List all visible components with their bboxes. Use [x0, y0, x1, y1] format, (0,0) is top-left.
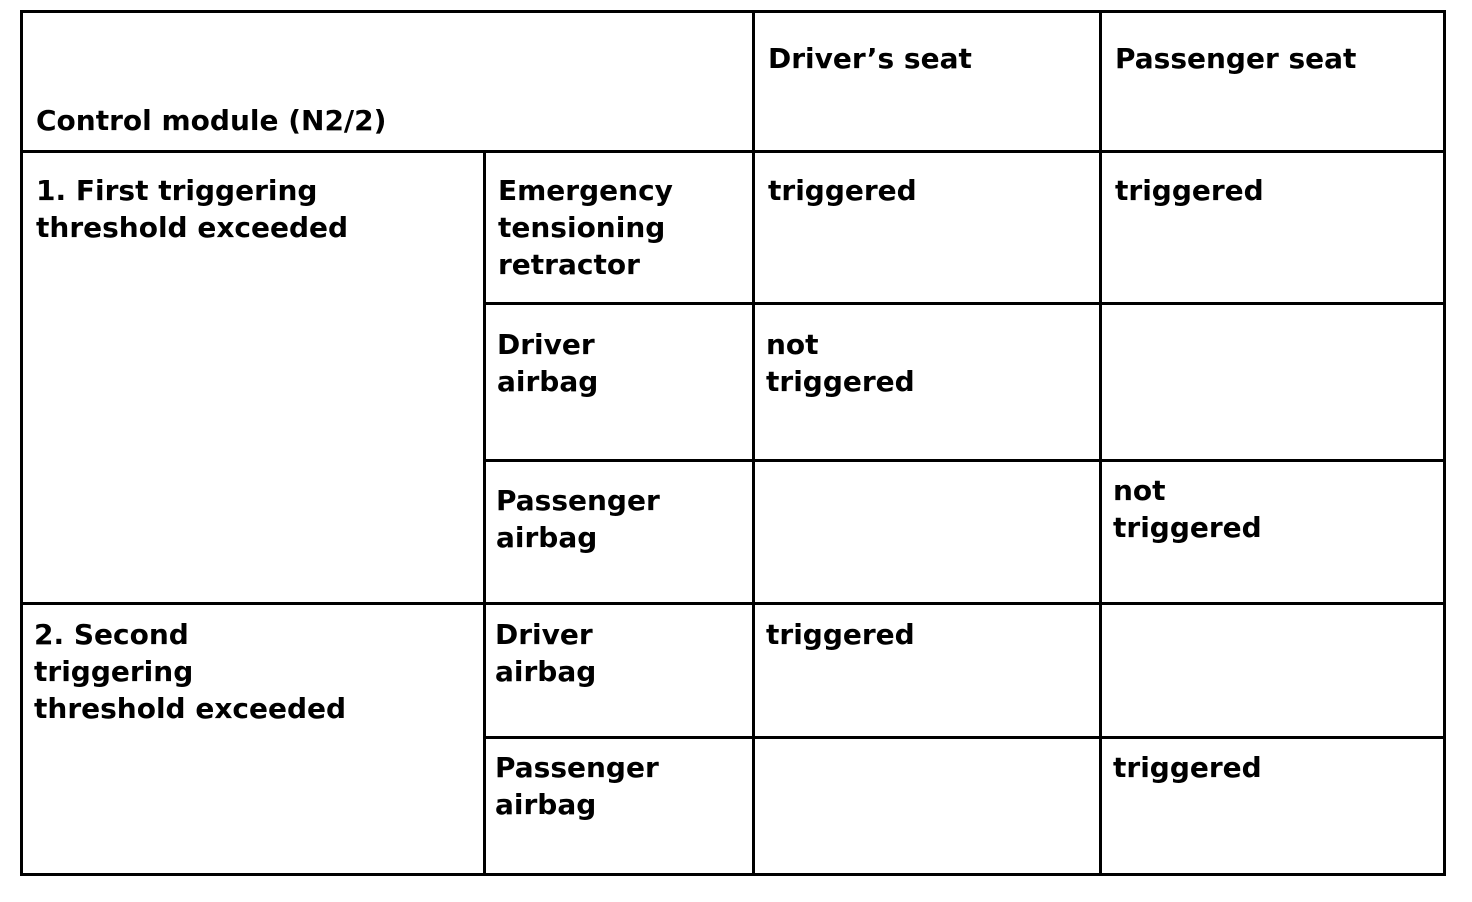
table-frame [20, 10, 1446, 876]
group-label-first-threshold: 1. First triggering threshold exceeded [36, 174, 349, 244]
row-divider [485, 459, 1446, 462]
header-passenger-seat: Passenger seat [1115, 42, 1357, 75]
row-divider [485, 302, 1446, 305]
column-divider [483, 150, 486, 876]
driver-value: triggered [766, 618, 915, 651]
component-driver-airbag: Driver airbag [497, 328, 599, 398]
column-divider [752, 10, 755, 876]
row-divider [20, 602, 1446, 605]
driver-value: triggered [768, 174, 917, 207]
passenger-value: not triggered [1113, 474, 1262, 544]
header-control-module: Control module (N2/2) [36, 104, 387, 137]
component-emergency-tensioning-retractor: Emergency tensioning retractor [498, 174, 673, 281]
passenger-value: triggered [1115, 174, 1264, 207]
driver-value: not triggered [766, 328, 915, 398]
component-passenger-airbag: Passenger airbag [496, 484, 660, 554]
component-driver-airbag: Driver airbag [495, 618, 597, 688]
group-label-second-threshold: 2. Second triggering threshold exceeded [34, 618, 347, 725]
row-divider [20, 150, 1446, 153]
row-divider [485, 736, 1446, 739]
header-drivers-seat: Driver’s seat [768, 42, 972, 75]
component-passenger-airbag: Passenger airbag [495, 751, 659, 821]
column-divider [1099, 10, 1102, 876]
passenger-value: triggered [1113, 751, 1262, 784]
